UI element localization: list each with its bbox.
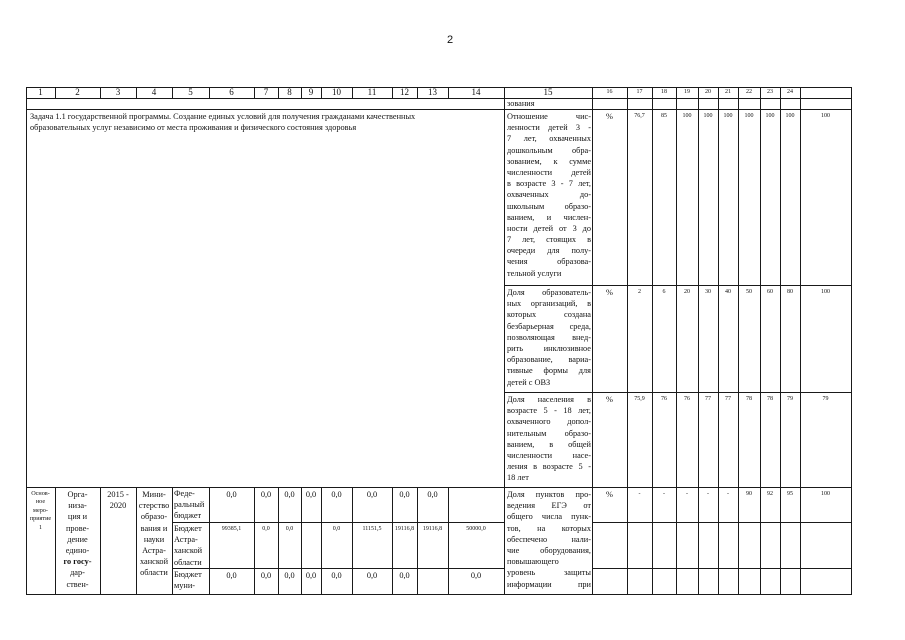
funding-value: 19116,8 bbox=[394, 526, 415, 532]
indicator-value: 80 bbox=[787, 289, 793, 295]
activity-executor: Мини- стерство образо- вания и науки Астра- ханской области bbox=[138, 490, 170, 578]
indicator-value: 100 bbox=[723, 113, 733, 119]
indicator-2-text: Доля образователь- ных организаций, в которых создана безбарьерная среда, позволяющая внед- рить инклюзивное образование, вариа- тивные формы для детей с ОВЗ bbox=[507, 288, 591, 387]
col-header: 20 bbox=[705, 89, 711, 95]
col-header: 8 bbox=[287, 87, 292, 97]
col-header: 7 bbox=[263, 87, 269, 97]
indicator-value: 79 bbox=[822, 396, 829, 402]
indicator-value: - bbox=[727, 491, 729, 497]
unit-cell: % bbox=[606, 395, 613, 404]
funding-value: 0,0 bbox=[226, 571, 237, 580]
continuation-text: зования bbox=[507, 99, 535, 108]
row-divider bbox=[26, 487, 852, 488]
col-header: 14 bbox=[471, 87, 481, 97]
funding-value: 0,0 bbox=[305, 490, 317, 499]
funding-value: 0,0 bbox=[285, 526, 294, 532]
funding-value: 0,0 bbox=[260, 571, 272, 580]
indicator-value: 100 bbox=[682, 113, 692, 119]
col-header: 18 bbox=[661, 89, 667, 95]
indicator-value: 92 bbox=[767, 491, 773, 497]
funding-value: 0,0 bbox=[331, 571, 342, 580]
unit-cell: % bbox=[606, 288, 613, 297]
indicator-value: 78 bbox=[767, 396, 773, 402]
indicator-value: 100 bbox=[821, 289, 830, 295]
col-header: 13 bbox=[428, 87, 437, 97]
indicator-value: 75,9 bbox=[634, 396, 645, 402]
funding-divider bbox=[172, 522, 504, 523]
unit-cell: % bbox=[606, 490, 613, 499]
funding-value: 19116,8 bbox=[422, 526, 443, 532]
task-heading-line: Задача 1.1 государственной программы. Создание единых условий для получения гражданами качественных bbox=[30, 112, 416, 121]
funding-value: 0,0 bbox=[305, 571, 317, 580]
indicator-value: 20 bbox=[684, 289, 690, 295]
program-table bbox=[26, 87, 852, 595]
col-header: 22 bbox=[746, 89, 752, 95]
col-header: 21 bbox=[725, 89, 731, 95]
task-heading-line: образовательных услуг независимо от места проживания и физического состояния здоровья bbox=[30, 123, 357, 132]
indicator-value: 76 bbox=[661, 396, 667, 402]
indicator-value: - bbox=[686, 491, 688, 497]
indicator-value: 100 bbox=[703, 113, 713, 119]
indicator-value: 50 bbox=[746, 289, 752, 295]
funding-value: 0,0 bbox=[331, 490, 342, 499]
funding-value: 0,0 bbox=[260, 490, 272, 499]
funding-value: 0,0 bbox=[226, 490, 237, 499]
funding-value: 0,0 bbox=[284, 571, 295, 580]
col-header: 6 bbox=[229, 87, 234, 97]
indicator-value: 6 bbox=[662, 289, 666, 295]
indicator-value: 100 bbox=[785, 113, 795, 119]
indicator-value: 40 bbox=[725, 289, 731, 295]
funding-value: 99385,1 bbox=[221, 526, 242, 532]
indicator-1-text: Отношение чис- ленности детей 3 - 7 лет, охваченных дошкольным обра- зованием, к сумме численности детей в возрасте 3 - 7 лет, охваченных до- школьным образо- ванием, и числен- ности детей от 3 до 7 лет, стоящих в очереди для полу- чения образова- тельной услуги bbox=[507, 112, 591, 278]
funding-value: 0,0 bbox=[366, 490, 378, 499]
indicator-value: 100 bbox=[821, 491, 830, 497]
col-header: 4 bbox=[151, 87, 157, 97]
indicator-value: 100 bbox=[744, 113, 754, 119]
funding-value: 0,0 bbox=[366, 571, 378, 580]
col-header: 11 bbox=[367, 87, 377, 97]
funding-source-regional: Бюджет Астра- ханской области bbox=[174, 524, 203, 567]
funding-value: 0,0 bbox=[470, 571, 482, 580]
indicator-value: 30 bbox=[705, 289, 711, 295]
col-header: 9 bbox=[308, 87, 314, 97]
indicator-value: 76 bbox=[684, 396, 690, 402]
activity-name: Орга- низа- ция и прове- дение едино- го госу- дар- ствен- bbox=[63, 490, 92, 589]
indicator-value: 100 bbox=[765, 113, 775, 119]
col-header: 19 bbox=[684, 89, 690, 95]
funding-divider bbox=[172, 568, 504, 569]
activity-period: 2015 - 2020 bbox=[107, 490, 129, 511]
indicator-value: 77 bbox=[725, 396, 731, 402]
col-header: 2 bbox=[75, 87, 80, 97]
indicator-value: 60 bbox=[767, 289, 773, 295]
col-header: 23 bbox=[767, 89, 773, 95]
indicator-value: 85 bbox=[661, 113, 667, 119]
indicator-value: 100 bbox=[821, 113, 830, 119]
col-header: 5 bbox=[188, 87, 193, 97]
page-number: 2 bbox=[447, 34, 454, 46]
indicator-value: 78 bbox=[746, 396, 752, 402]
funding-value: 0,0 bbox=[399, 490, 410, 499]
funding-value: 0,0 bbox=[399, 571, 410, 580]
col-header: 3 bbox=[115, 87, 121, 97]
table-bottom-border bbox=[26, 594, 852, 595]
col-header: 16 bbox=[606, 89, 613, 95]
unit-cell: % bbox=[606, 112, 613, 121]
value-divider bbox=[592, 568, 852, 569]
funding-source-municipal: Бюджет муни- bbox=[174, 570, 202, 591]
funding-source-federal: Феде- ральный бюджет bbox=[174, 489, 205, 521]
value-divider bbox=[592, 522, 852, 523]
col-header bbox=[800, 87, 851, 98]
indicator-value: 95 bbox=[787, 491, 793, 497]
funding-value: 0,0 bbox=[332, 526, 341, 532]
col-header: 15 bbox=[543, 87, 553, 97]
row-divider bbox=[26, 109, 852, 110]
activity-number: Основ- ное меро- приятие 1 bbox=[29, 490, 52, 531]
indicator-value: 79 bbox=[787, 396, 793, 402]
funding-value: 0,0 bbox=[284, 490, 295, 499]
funding-value: 0,0 bbox=[262, 526, 270, 532]
indicator-4-text: Доля пунктов про- ведения ЕГЭ от общего числа пунк- тов, на которых обеспечено нали- чие оборудования, повышающего уровень защиты информации при bbox=[507, 490, 591, 589]
col-header: 10 bbox=[332, 87, 341, 97]
indicator-value: - bbox=[663, 491, 665, 497]
indicator-3-text: Доля населения в возрасте 5 - 18 лет, охваченного допол- нительным образо- ванием, в общей численности насе- ления в возрасте 5 - 18 лет bbox=[507, 395, 591, 483]
indicator-value: 77 bbox=[705, 396, 711, 402]
indicator-value: - bbox=[707, 491, 709, 497]
funding-value: 50000,0 bbox=[466, 526, 486, 532]
indicator-value: - bbox=[638, 491, 641, 497]
funding-value: 11151,5 bbox=[362, 526, 382, 532]
col-header: 12 bbox=[400, 87, 409, 97]
indicator-value: 2 bbox=[638, 289, 641, 295]
col-header: 1 bbox=[38, 87, 43, 97]
indicator-value: 90 bbox=[746, 491, 752, 497]
header-bottom-border bbox=[26, 98, 852, 99]
indicator-value: 76,7 bbox=[634, 113, 645, 119]
funding-value: 0,0 bbox=[427, 490, 438, 499]
col-header: 17 bbox=[636, 89, 643, 95]
col-header: 24 bbox=[787, 89, 793, 95]
